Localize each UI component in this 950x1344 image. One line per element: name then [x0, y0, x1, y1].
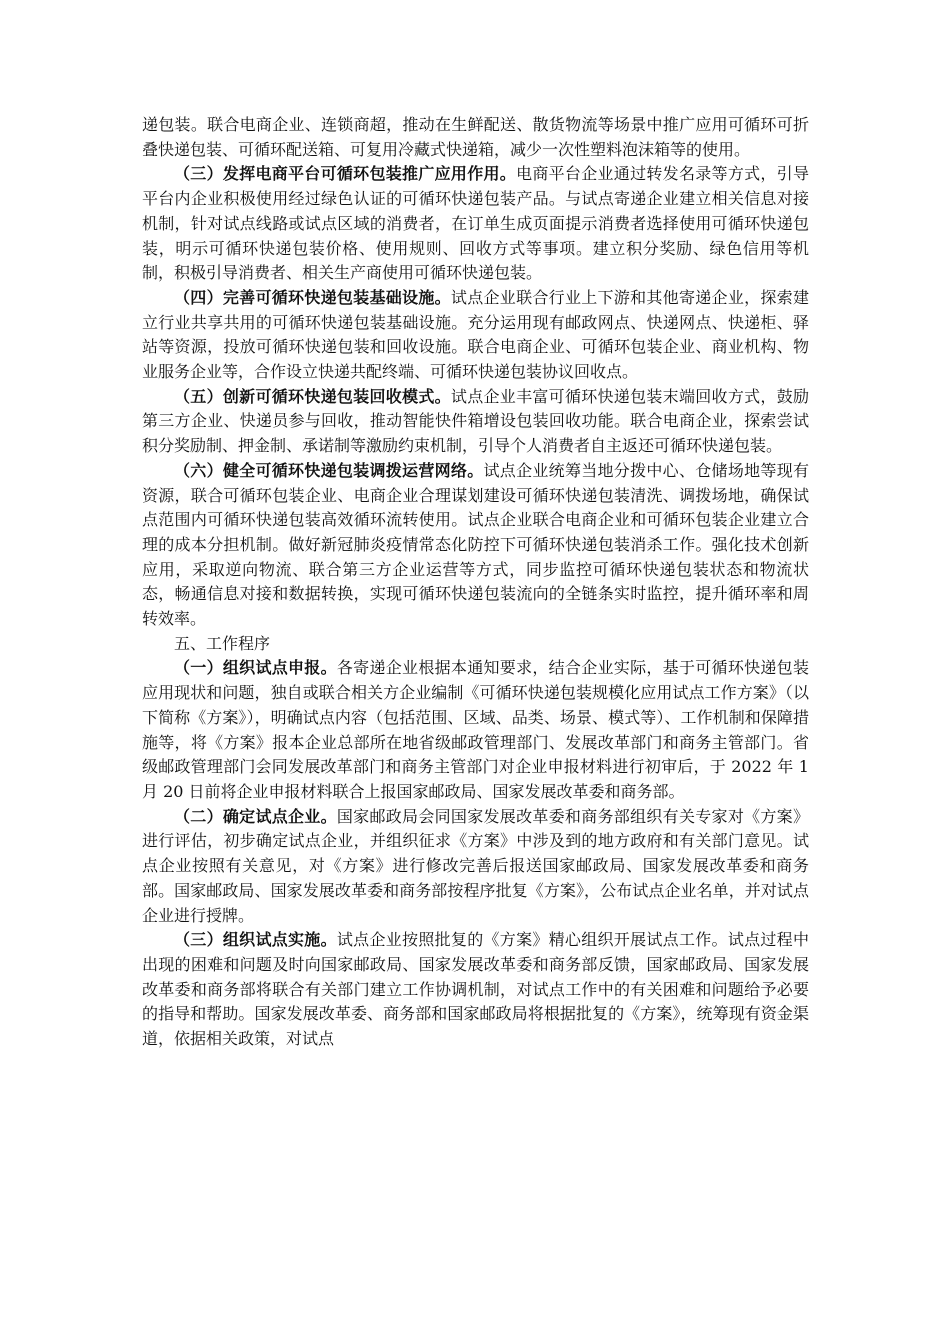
paragraph-procedure-2: [142, 805, 809, 929]
paragraph-lead: （四）完善可循环快递包装基础设施。: [174, 287, 451, 307]
paragraph-section-3: [142, 162, 809, 286]
section-heading-work-procedure: [142, 632, 809, 657]
paragraph-procedure-3: [142, 928, 809, 1052]
paragraph-text: 试点企业丰富可循环快递包装末端回收方式，鼓励第三方企业、快递员参与回收，推动智能快件箱增设包装回收功能。联合电商企业，探索尝试积分奖励制、押金制、承诺制等激励约束机制，引导个人消费者自主返还可循环快递包装。: [142, 386, 809, 456]
paragraph-text: 试点企业按照批复的《方案》精心组织开展试点工作。试点过程中出现的困难和问题及时向国家邮政局、国家发展改革委和商务部反馈，国家邮政局、国家发展改革委和商务部将联合有关部门建立工作协调机制，对试点工作中的有关困难和问题给予必要的指导和帮助。国家发展改革委、商务部和国家邮政局将根据批复的《方案》，统筹现有资金渠道，依据相关政策，对试点: [142, 930, 809, 1049]
paragraph-text: 递包装。联合电商企业、连锁商超，推动在生鲜配送、散货物流等场景中推广应用可循环可折叠快递包装、可循环配送箱、可复用冷藏式快递箱，减少一次性塑料泡沫箱等的使用。: [142, 115, 809, 159]
paragraph-section-5: [142, 385, 809, 459]
paragraph-text: 试点企业联合行业上下游和其他寄递企业，探索建立行业共享共用的可循环快递包装基础设施。充分运用现有邮政网点、快递网点、快递柜、驿站等资源，投放可循环快递包装和回收设施。联合电商企业、可循环包装企业、商业机构、物业服务企业等，合作设立快递共配终端、可循环快递包装协议回收点。: [142, 287, 809, 382]
paragraph-lead: （五）创新可循环快递包装回收模式。: [174, 386, 451, 406]
document-page: [142, 113, 809, 1052]
paragraph-text: 国家邮政局会同国家发展改革委和商务部组织有关专家对《方案》进行评估，初步确定试点企业，并组织征求《方案》中涉及到的地方政府和有关部门意见。试点企业按照有关意见，对《方案》进行修改完善后报送国家邮政局、国家发展改革委和商务部。国家邮政局、国家发展改革委和商务部按程序批复《方案》，公布试点企业名单，并对试点企业进行授牌。: [142, 806, 809, 925]
heading-text: 五、工作程序: [174, 633, 271, 653]
paragraph-lead: （六）健全可循环快递包装调拨运营网络。: [174, 460, 484, 480]
paragraph-lead: （二）确定试点企业。: [174, 806, 337, 826]
paragraph-lead: （三）发挥电商平台可循环包装推广应用作用。: [174, 164, 517, 184]
paragraph-lead: （三）组织试点实施。: [174, 930, 337, 950]
paragraph-continuation: [142, 113, 809, 162]
paragraph-text: 试点企业统筹当地分拨中心、仓储场地等现有资源，联合可循环包装企业、电商企业合理谋划建设可循环快递包装清洗、调拨场地，确保试点范围内可循环快递包装高效循环流转使用。试点企业联合电商企业和可循环包装企业建立合理的成本分担机制。做好新冠肺炎疫情常态化防控下可循环快递包装消杀工作。强化技术创新应用，采取逆向物流、联合第三方企业运营等方式，同步监控可循环快递包装状态和物流状态，畅通信息对接和数据转换，实现可循环快递包装流向的全链条实时监控，提升循环率和周转效率。: [142, 460, 809, 629]
paragraph-lead: （一）组织试点申报。: [174, 658, 337, 678]
paragraph-procedure-1: [142, 656, 809, 804]
paragraph-section-6: [142, 459, 809, 632]
paragraph-text: 各寄递企业根据本通知要求，结合企业实际，基于可循环快递包装应用现状和问题，独自或联合相关方企业编制《可循环快递包装规模化应用试点工作方案》（以下简称《方案》），明确试点内容（包括范围、区域、品类、场景、模式等）、工作机制和保障措施等，将《方案》报本企业总部所在地省级邮政管理部门、发展改革部门和商务主管部门。省级邮政管理部门会同发展改革部门和商务主管部门对企业申报材料进行初审后，于 2022 年 1 月 20 日前将企业申报材料联合上报国家邮政局、国家发展改革委和商务部。: [142, 658, 809, 801]
paragraph-text: 电商平台企业通过转发名录等方式，引导平台内企业积极使用经过绿色认证的可循环快递包装产品。与试点寄递企业建立相关信息对接机制，针对试点线路或试点区域的消费者，在订单生成页面提示消费者选择使用可循环快递包装，明示可循环快递包装价格、使用规则、回收方式等事项。建立积分奖励、绿色信用等机制，积极引导消费者、相关生产商使用可循环快递包装。: [142, 164, 809, 283]
paragraph-section-4: [142, 286, 809, 385]
